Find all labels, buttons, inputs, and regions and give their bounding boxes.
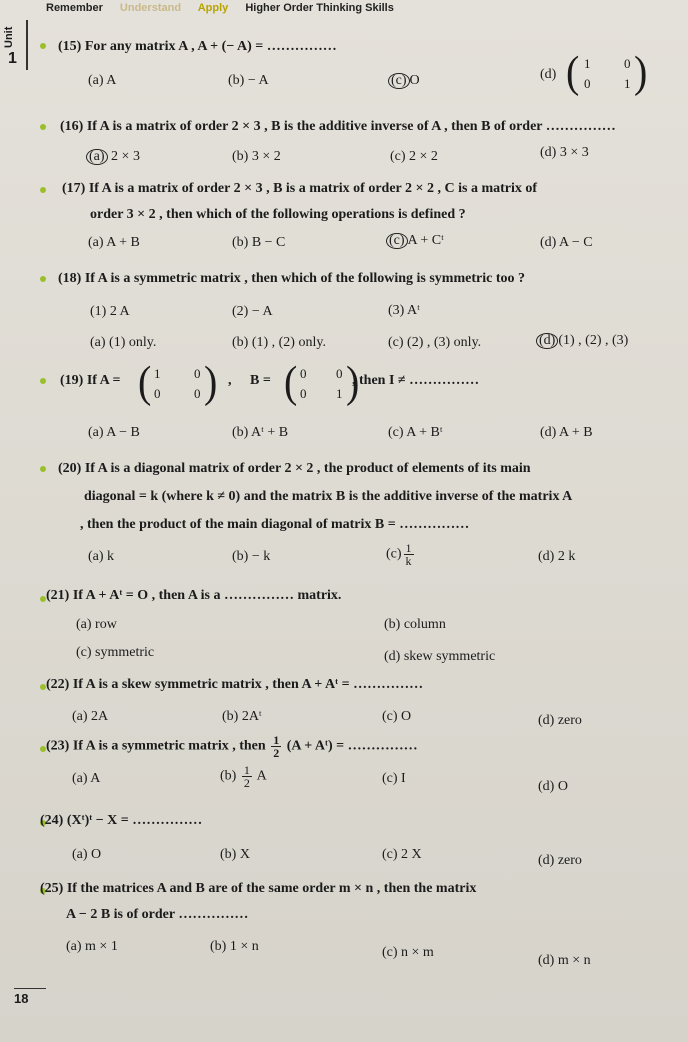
q18-option-c: (c) (2) , (3) only. [388, 335, 482, 350]
q17-stem-line1: (17) If A is a matrix of order 2 × 3 , B is a matrix of order 2 × 2 , C is a matrix of [62, 181, 538, 196]
q25-stem-line1: (25) If the matrices A and B are of the same order m × n , then the matrix [40, 881, 477, 896]
unit-word: Unit [3, 26, 15, 48]
q19-matrix-b: ( 0 0 0 1 ) [284, 356, 360, 407]
q16-option-a: (a) 2 × 3 [86, 148, 140, 166]
bullet-icon [40, 43, 46, 49]
right-bracket: ) [634, 46, 648, 97]
q19-matrix-a: ( 1 0 0 0 ) [138, 356, 218, 407]
left-bracket: ( [566, 46, 580, 97]
q16-option-d: (d) 3 × 3 [540, 145, 589, 160]
q18-statement-2: (2) − A [232, 304, 273, 319]
q18-statement-1: (1) 2 A [90, 304, 130, 319]
q24-option-d: (d) zero [538, 853, 582, 868]
answer-circle-icon: (c) [388, 73, 410, 89]
unit-tab [0, 20, 28, 70]
q19-option-d: (d) A + B [540, 425, 593, 440]
q19-b-equals: B = [250, 373, 271, 388]
q25-stem-line2: A − 2 B is of order …………… [66, 907, 249, 922]
q15-option-b: (b) − A [228, 73, 269, 88]
q15-option-d-label: (d) [540, 67, 557, 82]
q23-option-b: (b) $\frac{1}{2}$ A [220, 763, 267, 790]
q20-option-b: (b) − k [232, 549, 271, 564]
page-number: 18 [14, 988, 46, 1006]
bullet-icon [40, 187, 46, 193]
answer-circle-icon: (d) [536, 333, 558, 349]
q24-option-b: (b) X [220, 847, 250, 862]
bullet-icon [40, 124, 46, 130]
q20-option-a: (a) k [88, 549, 115, 564]
q19-comma: , [228, 373, 232, 388]
q23-stem: (23) If A is a symmetric matrix , then $\frac{1}{2}$ (A + Aᵗ) = …………… [46, 733, 418, 760]
bullet-icon [40, 276, 46, 282]
q20-option-c: (c) $\frac{1}{k}$ [386, 541, 412, 568]
q24-stem: (24) (Xᵗ)ᵗ − X = …………… [40, 813, 203, 828]
q21-stem: (21) If A + Aᵗ = O , then A is a …………… matrix. [46, 588, 342, 603]
q15-identity-matrix: ( 1 0 0 1 ) [566, 46, 648, 97]
q21-option-d: (d) skew symmetric [384, 649, 496, 664]
q18-option-b: (b) (1) , (2) only. [232, 335, 326, 350]
legend-hots: Higher Order Thinking Skills [245, 2, 394, 14]
q17-option-c: (c) A + Cᵗ [386, 232, 444, 250]
q21-option-c: (c) symmetric [76, 645, 155, 660]
q17-option-d: (d) A − C [540, 235, 593, 250]
q16-option-c: (c) 2 × 2 [390, 149, 438, 164]
q18-statement-3: (3) Aᵗ [388, 303, 420, 318]
bullet-icon [40, 378, 46, 384]
q22-option-a: (a) 2A [72, 709, 109, 724]
legend-remember: Remember [46, 2, 103, 14]
fraction: $\frac{1}{2}$ [273, 733, 280, 760]
q15-option-a: (a) A [88, 73, 117, 88]
q23-option-c: (c) I [382, 771, 406, 786]
fraction: $\frac{1}{k}$ [405, 541, 412, 568]
q19-option-b: (b) Aᵗ + B [232, 425, 289, 440]
q17-option-b: (b) B − C [232, 235, 286, 250]
q20-stem-line1: (20) If A is a diagonal matrix of order 2 × 2 , the product of elements of its main [58, 461, 531, 476]
left-bracket: ( [138, 356, 152, 407]
q15-stem: (15) For any matrix A , A + (− A) = …………… [58, 39, 337, 54]
q19-option-c: (c) A + Bᵗ [388, 425, 443, 440]
right-bracket: ) [204, 356, 218, 407]
q18-option-a: (a) (1) only. [90, 335, 157, 350]
q25-option-d: (d) m × n [538, 953, 591, 968]
answer-circle-icon: (c) [386, 233, 408, 249]
q17-option-a: (a) A + B [88, 235, 140, 250]
q21-option-b: (b) column [384, 617, 446, 632]
fraction: $\frac{1}{2}$ [243, 763, 250, 790]
q15-option-c: (c) O [388, 72, 420, 90]
q20-option-d: (d) 2 k [538, 549, 576, 564]
q16-stem: (16) If A is a matrix of order 2 × 3 , B is the additive inverse of A , then B of order …………… [60, 119, 616, 134]
q18-option-d: (d) (1) , (2) , (3) [536, 332, 628, 350]
legend-apply: Apply [197, 2, 229, 14]
q20-stem-line3: , then the product of the main diagonal of matrix B = …………… [80, 517, 470, 532]
q22-option-d: (d) zero [538, 713, 582, 728]
q16-option-b: (b) 3 × 2 [232, 149, 281, 164]
q25-option-b: (b) 1 × n [210, 939, 259, 954]
legend-understand: Understand [119, 2, 182, 14]
q19-option-a: (a) A − B [88, 425, 140, 440]
q19-stem-end: , then I ≠ …………… [352, 373, 480, 388]
q23-option-a: (a) A [72, 771, 101, 786]
q25-option-a: (a) m × 1 [66, 939, 118, 954]
q25-option-c: (c) n × m [382, 945, 434, 960]
q21-option-a: (a) row [76, 617, 117, 632]
unit-number: 1 [8, 50, 17, 67]
right-bracket: ) [346, 356, 360, 407]
q22-option-b: (b) 2Aᵗ [222, 709, 262, 724]
q18-stem: (18) If A is a symmetric matrix , then which of the following is symmetric too ? [58, 271, 525, 286]
q22-stem: (22) If A is a skew symmetric matrix , then A + Aᵗ = …………… [46, 677, 424, 692]
q23-option-d: (d) O [538, 779, 568, 794]
bullet-icon [40, 466, 46, 472]
q24-option-c: (c) 2 X [382, 847, 422, 862]
q22-option-c: (c) O [382, 709, 412, 724]
q19-stem-start: (19) If A = [60, 373, 121, 388]
q17-stem-line2: order 3 × 2 , then which of the following operations is defined ? [90, 207, 466, 222]
q20-stem-line2: diagonal = k (where k ≠ 0) and the matrix B is the additive inverse of the matrix A [84, 489, 573, 504]
skills-legend [46, 2, 408, 14]
answer-circle-icon: (a) [86, 149, 108, 165]
q24-option-a: (a) O [72, 847, 102, 862]
left-bracket: ( [284, 356, 298, 407]
